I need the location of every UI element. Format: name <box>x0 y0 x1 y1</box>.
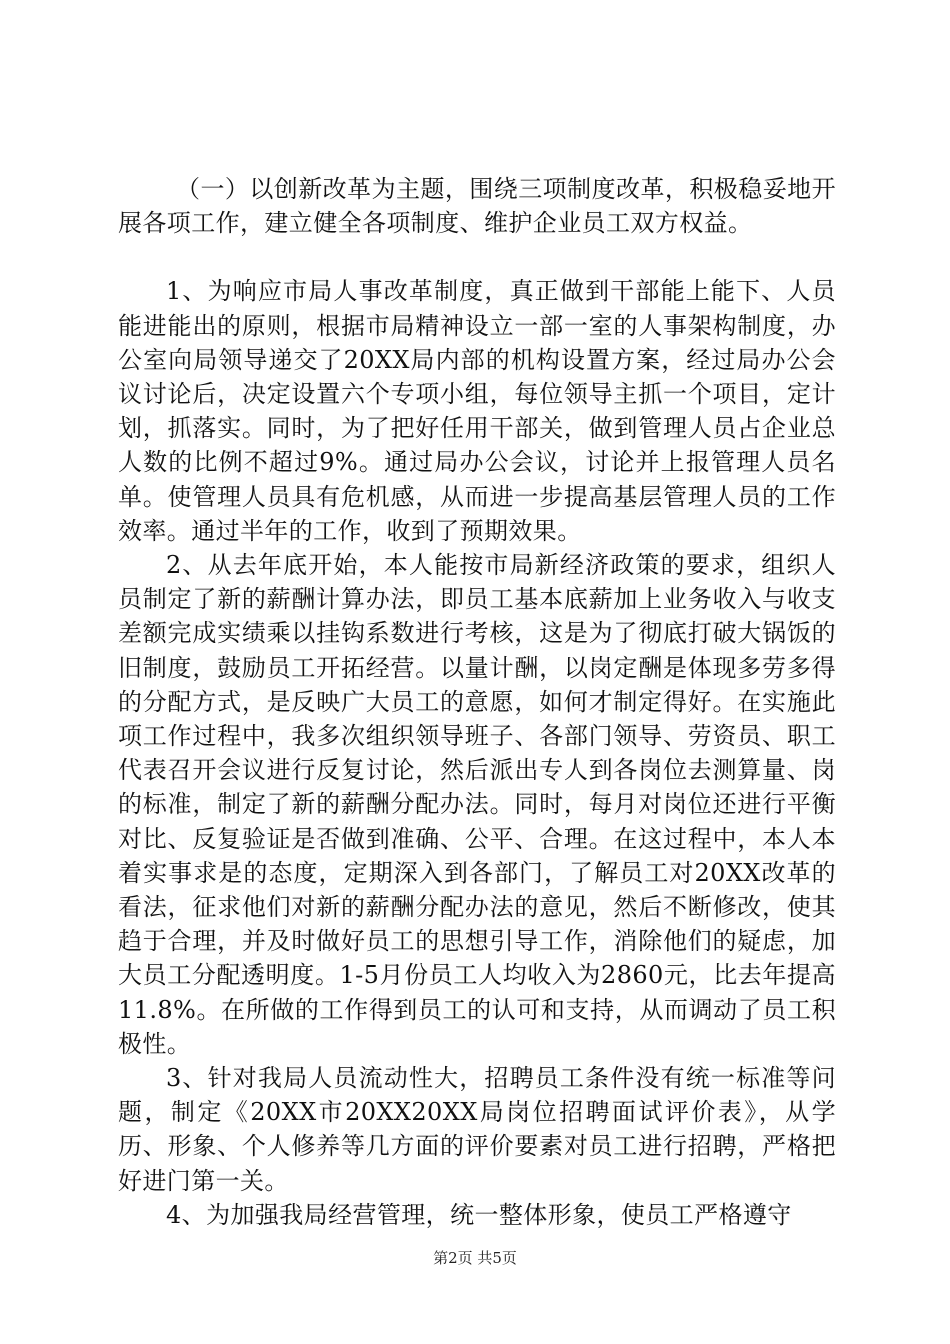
paragraph-item-2: 2、从去年底开始，本人能按市局新经济政策的要求，组织人员制定了新的薪酬计算办法，即员工基本底薪加上业务收入与收支差额完成实绩乘以挂钩系数进行考核，这是为了彻底打破大锅饭的旧制度，鼓励员工开拓经营。以量计酬，以岗定酬是体现多劳多得的分配方式，是反映广大员工的意愿，如何才制定得好。在实施此项工作过程中，我多次组织领导班子、各部门领导、劳资员、职工代表召开会议进行反复讨论，然后派出专人到各岗位去测算量、岗的标准，制定了新的薪酬分配办法。同时，每月对岗位还进行平衡对比、反复验证是否做到准确、公平、合理。在这过程中，本人本着实事求是的态度，定期深入到各部门，了解员工对20XX改革的看法，征求他们对新的薪酬分配办法的意见，然后不断修改，使其趋于合理，并及时做好员工的思想引导工作，消除他们的疑虑，加大员工分配透明度。1-5月份员工人均收入为2860元，比去年提高11.8%。在所做的工作得到员工的认可和支持，从而调动了员工积极性。 <box>118 551 836 1058</box>
document-body <box>118 172 836 1232</box>
paragraph-spacer <box>118 240 836 274</box>
paragraph-item-3: 3、针对我局人员流动性大，招聘员工条件没有统一标准等问题，制定《20XX市20XX20XX局岗位招聘面试评价表》，从学历、形象、个人修养等几方面的评价要素对员工进行招聘，严格把好进门第一关。 <box>118 1064 836 1195</box>
section-heading-paragraph: （一）以创新改革为主题，围绕三项制度改革，积极稳妥地开展各项工作，建立健全各项制度、维护企业员工双方权益。 <box>118 175 836 238</box>
paragraph-item-1: 1、为响应市局人事改革制度，真正做到干部能上能下、人员能进能出的原则，根据市局精神设立一部一室的人事架构制度，办公室向局领导递交了20XX局内部的机构设置方案，经过局办公会议讨论后，决定设置六个专项小组，每位领导主抓一个项目，定计划，抓落实。同时，为了把好任用干部关，做到管理人员占企业总人数的比例不超过9%。通过局办公会议，讨论并上报管理人员名单。使管理人员具有危机感，从而进一步提高基层管理人员的工作效率。通过半年的工作，收到了预期效果。 <box>118 277 836 545</box>
paragraph-item-4: 4、为加强我局经营管理，统一整体形象，使员工严格遵守 <box>166 1200 792 1229</box>
page-number-footer: 第2页 共5页 <box>433 1249 517 1267</box>
